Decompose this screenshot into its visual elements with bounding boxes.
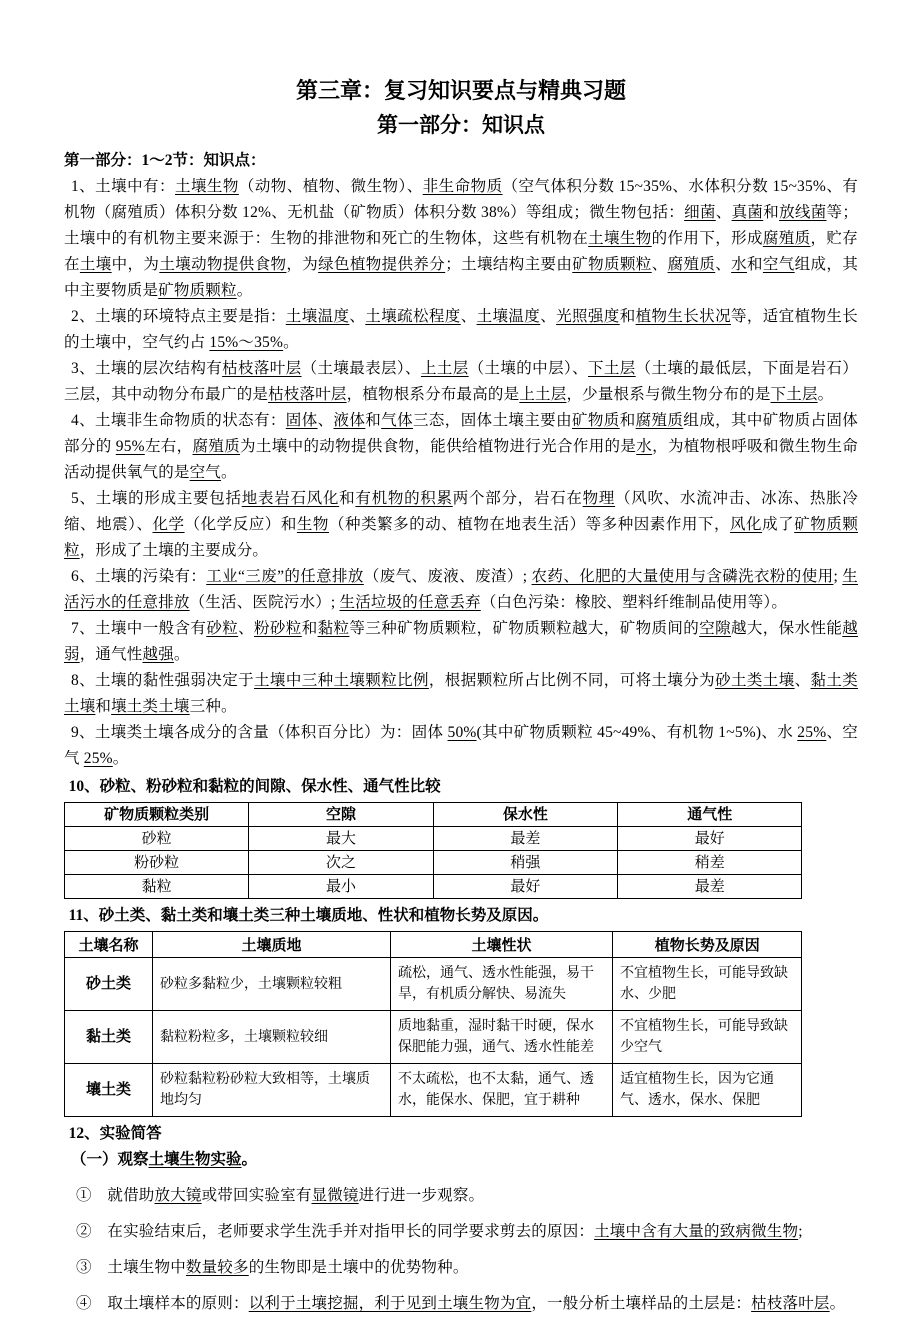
table-row — [65, 1011, 802, 1064]
table-cell: 不宜植物生长，可能导致缺水、少肥 — [613, 958, 802, 1011]
text-run: 。 — [829, 1295, 846, 1312]
table-cell: 质地黏重，湿时黏干时硬，保水保肥能力强，通气、透水性能差 — [391, 1011, 613, 1064]
text-run: （白色污染：橡胶、塑料纤维制品使用等）。 — [480, 594, 788, 611]
text-run: 5、土壤的形成主要包括 — [70, 490, 242, 507]
table-cell: 不宜植物生长，可能导致缺少空气 — [613, 1011, 802, 1064]
underlined-term: 土壤生物 — [174, 178, 239, 195]
underlined-term: 土壤温度 — [476, 308, 541, 325]
knowledge-point — [64, 720, 858, 772]
text-run: 、 — [460, 308, 477, 325]
text-run: 等三种矿物质颗粒，矿物质颗粒越大，矿物质间的 — [349, 620, 700, 637]
text-run: 为土壤中的动物提供食物，能供给植物进行光合作用的是 — [240, 438, 637, 455]
underlined-term: 95% — [115, 438, 145, 455]
soil-type-table — [64, 931, 802, 1117]
underlined-term: 化学 — [152, 516, 185, 533]
text-run: 7、土壤中一般含有 — [70, 620, 207, 637]
underlined-term: 数量较多 — [185, 1259, 249, 1276]
underlined-term: 空隙 — [699, 620, 731, 637]
underlined-term: 腐殖质 — [635, 412, 684, 429]
column-header: 保水性 — [433, 803, 617, 827]
column-header: 土壤质地 — [153, 932, 391, 958]
text-run: 成了 — [762, 516, 795, 533]
text-run: （一）观察 — [71, 1151, 149, 1168]
text-run: 的作用下，形成 — [651, 230, 763, 247]
text-run: 中，为 — [111, 256, 160, 273]
underlined-term: 腐殖质 — [192, 438, 241, 455]
table-cell: 最大 — [249, 827, 433, 851]
underlined-term: 风化 — [730, 516, 763, 533]
text-run: ③ 土壤生物中 — [76, 1259, 186, 1276]
text-run: 进行进一步观察。 — [358, 1187, 485, 1204]
text-run: ① 就借助 — [76, 1187, 155, 1204]
text-run: 、 — [715, 204, 732, 221]
underlined-term: 越强 — [142, 646, 174, 663]
text-run: 和 — [619, 308, 636, 325]
text-run: ，根据颗粒所占比例不同，可将土壤分为 — [428, 672, 716, 689]
underlined-term: 以利于土壤挖掘，利于见到土壤生物为宜 — [248, 1295, 532, 1312]
text-run: （化学反应）和 — [184, 516, 297, 533]
table-cell: 砂粒多黏粒少，土壤颗粒较粗 — [153, 958, 391, 1011]
column-header: 植物长势及原因 — [613, 932, 802, 958]
underlined-term: 矿物质颗粒 — [572, 256, 652, 273]
underlined-term: 土壤中含有大量的致病微生物 — [594, 1223, 799, 1240]
text-run: 1、土壤中有： — [70, 178, 175, 195]
text-run: 和 — [95, 698, 112, 715]
text-run: 和 — [747, 256, 763, 273]
text-run: 等；土壤中的有机物主要来源于：生物的排泄物和死亡的生物体，这些有机物在 — [64, 204, 859, 247]
text-run: 、 — [349, 308, 366, 325]
text-run: 等，适宜植物生长的土壤中，空气约占 — [64, 308, 858, 351]
underlined-term: 空气 — [762, 256, 795, 273]
table-cell: 砂土类 — [65, 958, 153, 1011]
table-cell: 粉砂粒 — [65, 851, 249, 875]
knowledge-point — [64, 174, 858, 304]
table-cell: 黏土类 — [65, 1011, 153, 1064]
underlined-term: 光照强度 — [556, 308, 620, 325]
underlined-term: 腐殖质 — [762, 230, 811, 247]
underlined-term: 生活垃圾的任意丢弃 — [339, 594, 481, 611]
text-run: 4、土壤非生命物质的状态有： — [70, 412, 286, 429]
column-header: 矿物质颗粒类别 — [65, 803, 249, 827]
table-cell: 稍强 — [433, 851, 617, 875]
text-run: （土壤的中层）、 — [468, 360, 588, 377]
table-cell: 适宜植物生长，因为它通气、透水，保水、保肥 — [613, 1064, 802, 1117]
underlined-term: 固体 — [285, 412, 318, 429]
text-run: (其中矿物质颗粒 45~49%、有机物 1~5%)、水 — [476, 724, 798, 741]
column-header: 空隙 — [249, 803, 433, 827]
table-cell: 最好 — [618, 827, 802, 851]
particle-comparison-table — [64, 802, 802, 899]
underlined-term: 枯枝落叶层 — [222, 360, 302, 377]
text-run: ，形成了土壤的主要成分。 — [79, 542, 269, 559]
table-header-row — [65, 932, 802, 958]
text-run: ; — [833, 568, 843, 585]
knowledge-point — [64, 668, 858, 720]
text-run: 或带回实验室有 — [201, 1187, 312, 1204]
part-title: 第一部分：知识点 — [377, 113, 545, 137]
experiment-section-heading: 12、实验简答 — [68, 1125, 162, 1142]
underlined-term: 植物生长状况 — [635, 308, 731, 325]
table-header-row — [65, 803, 802, 827]
table-cell: 最差 — [433, 827, 617, 851]
underlined-term: 有机物的积累 — [355, 490, 453, 507]
text-run: 、空气 — [64, 724, 858, 767]
underlined-term: 砂土类土壤 — [715, 672, 795, 689]
text-run: 、 — [238, 620, 255, 637]
experiment-item — [64, 1291, 858, 1317]
text-run: 和 — [365, 412, 382, 429]
underlined-term: 黏土类土壤 — [64, 672, 858, 715]
table-cell: 次之 — [249, 851, 433, 875]
text-run: 和 — [339, 490, 356, 507]
underlined-term: 土壤动物提供食物 — [159, 256, 287, 273]
underlined-term: 物理 — [582, 490, 616, 507]
column-header: 通气性 — [618, 803, 802, 827]
underlined-term: 下土层 — [770, 386, 818, 403]
column-header: 土壤性状 — [391, 932, 613, 958]
table-row — [65, 1064, 802, 1117]
underlined-term: 空气 — [189, 464, 222, 481]
text-run: 两个部分，岩石在 — [452, 490, 583, 507]
underlined-term: 上土层 — [420, 360, 469, 377]
underlined-term: 水 — [731, 256, 748, 273]
text-run: 和 — [619, 412, 636, 429]
text-run: 2、土壤的环境特点主要是指： — [70, 308, 286, 325]
text-run: 、 — [794, 672, 811, 689]
table-cell: 稍差 — [618, 851, 802, 875]
underlined-term: 下土层 — [588, 360, 636, 377]
table-cell: 最小 — [249, 875, 433, 899]
text-run: （动物、植物、微生物）、 — [238, 178, 423, 195]
text-run: 。 — [817, 386, 834, 403]
underlined-term: 矿物质 — [571, 412, 620, 429]
underlined-term: 粉砂粒 — [254, 620, 302, 637]
underlined-term: 枯枝落叶层 — [268, 386, 347, 403]
text-run: （土壤最表层）、 — [301, 360, 421, 377]
underlined-term: 放线菌 — [779, 204, 827, 221]
underlined-term: 50% — [447, 724, 477, 741]
underlined-term: 生物 — [296, 516, 329, 533]
underlined-term: 农药、化肥的大量使用与含磷洗衣粉的使用 — [531, 568, 834, 585]
text-run: 三态，固体土壤主要由 — [413, 412, 572, 429]
underlined-term: 砂粒 — [206, 620, 239, 637]
underlined-term: 绿色植物提供养分 — [318, 256, 446, 273]
text-run: 9、土壤类土壤各成分的含量（体积百分比）为：固体 — [70, 724, 448, 741]
text-run: （空气体积分数 15~35%、水体积分数 15~35%、有机物（腐殖质）体积分数 12%、无机盐（矿物质）体积分数 38%）等组成；微生物包括： — [64, 178, 858, 221]
underlined-term: 土壤生物 — [588, 230, 652, 247]
knowledge-point — [64, 356, 858, 408]
table-cell: 不太疏松，也不太黏，通气、透水，能保水、保肥，宜于耕种 — [391, 1064, 613, 1117]
text-run: ④ 取土壤样本的原则： — [76, 1295, 249, 1312]
underlined-term: 地表岩石风化 — [241, 490, 340, 507]
underlined-term: 壤土类土壤 — [111, 698, 190, 715]
underlined-term: 25% — [797, 724, 827, 741]
table2-caption: 11、砂土类、黏土类和壤土类三种土壤质地、性状和植物长势及原因。 — [68, 907, 549, 924]
text-run: 、 — [317, 412, 334, 429]
chapter-title: 第三章：复习知识要点与精典习题 — [295, 78, 626, 103]
text-run: 三种。 — [189, 698, 237, 715]
text-run: （生活、医院污水）; — [189, 594, 340, 611]
table-cell: 最好 — [433, 875, 617, 899]
knowledge-point — [64, 616, 858, 668]
table-row — [65, 851, 802, 875]
text-run: 、 — [651, 256, 668, 273]
experiment-subheading — [64, 1147, 858, 1173]
text-run: 。 — [173, 646, 190, 663]
text-run: ，一般分析土壤样品的土层是： — [531, 1295, 752, 1312]
text-run: 6、土壤的污染有： — [70, 568, 207, 585]
knowledge-point-list — [64, 174, 858, 772]
underlined-term: 水 — [636, 438, 653, 455]
text-run: 左右， — [144, 438, 193, 455]
knowledge-point — [64, 408, 858, 486]
underlined-term: 工业“三废”的任意排放 — [206, 568, 364, 585]
text-run: 的生物即是土壤中的优势物种。 — [248, 1259, 469, 1276]
underlined-term: 枯枝落叶层 — [751, 1295, 830, 1312]
text-run: 。 — [221, 464, 237, 481]
text-run: 。 — [112, 750, 129, 767]
text-run: 、 — [540, 308, 557, 325]
underlined-term: 显微镜 — [311, 1187, 359, 1204]
table-cell: 壤土类 — [65, 1064, 153, 1117]
text-run: 越大，保水性能 — [730, 620, 843, 637]
underlined-term: 25% — [83, 750, 113, 767]
text-run: 和 — [763, 204, 780, 221]
table-cell: 疏松，通气、透水性能强，易干旱，有机质分解快、易流失 — [391, 958, 613, 1011]
table-cell: 砂粒黏粒粉砂粒大致相等，土壤质地均匀 — [153, 1064, 391, 1117]
text-run: （废气、废液、废渣）; — [363, 568, 532, 585]
underlined-term: 矿物质颗粒 — [158, 282, 237, 299]
experiment-item — [64, 1183, 858, 1209]
underlined-term: 15%～35% — [209, 334, 284, 351]
experiment-item-list — [64, 1183, 858, 1317]
knowledge-point — [64, 486, 858, 564]
text-run: 8、土壤的黏性强弱决定于 — [70, 672, 255, 689]
text-run: 组成，其中矿物质占固体部分的 — [64, 412, 858, 455]
underlined-term: 土壤中三种土壤颗粒比例 — [254, 672, 429, 689]
underlined-term: 细菌 — [684, 204, 716, 221]
underlined-term: 上土层 — [519, 386, 567, 403]
text-run: 3、土壤的层次结构有 — [70, 360, 223, 377]
underlined-term: 土壤疏松程度 — [365, 308, 461, 325]
underlined-term: 真菌 — [731, 204, 764, 221]
experiment-item — [64, 1219, 858, 1245]
text-run: ，少量根系与微生物分布的是 — [566, 386, 771, 403]
text-run: ，为 — [286, 256, 319, 273]
column-header: 土壤名称 — [65, 932, 153, 958]
text-run: 。 — [236, 282, 253, 299]
text-run: （风吹、水流冲击、冰冻、热胀冷缩、地震）、 — [64, 490, 858, 533]
underlined-term: 土壤 — [79, 256, 112, 273]
text-run: 、 — [715, 256, 732, 273]
text-run: 和 — [301, 620, 318, 637]
text-run: （种类繁多的动、植物在地表生活）等多种因素作用下， — [328, 516, 731, 533]
underlined-term: 土壤生物实验 — [148, 1151, 242, 1168]
text-run: ; — [798, 1223, 803, 1240]
underlined-term: 液体 — [333, 412, 366, 429]
experiment-item — [64, 1255, 858, 1281]
text-run: ，通气性 — [79, 646, 143, 663]
text-run: ；土壤结构主要由 — [445, 256, 573, 273]
table-cell: 砂粒 — [65, 827, 249, 851]
underlined-term: 生活污水的任意排放 — [64, 568, 858, 611]
table-row — [65, 827, 802, 851]
underlined-term: 腐殖质 — [667, 256, 716, 273]
underlined-term: 非生命物质 — [422, 178, 503, 195]
knowledge-point — [64, 304, 858, 356]
table-cell: 黏粒 — [65, 875, 249, 899]
table-cell: 黏粒粉粒多，土壤颗粒较细 — [153, 1011, 391, 1064]
knowledge-point — [64, 564, 858, 616]
underlined-term: 气体 — [381, 412, 413, 429]
section-heading: 第一部分：1～2节：知识点： — [64, 152, 266, 169]
underlined-term: 矿物质颗粒 — [64, 516, 859, 559]
text-run: ，植物根系分布最高的是 — [346, 386, 520, 403]
text-run: ② 在实验结束后，老师要求学生洗手并对指甲长的同学要求剪去的原因： — [76, 1223, 595, 1240]
underlined-term: 放大镜 — [154, 1187, 202, 1204]
underlined-term: 黏粒 — [317, 620, 350, 637]
underlined-term: 越弱 — [64, 620, 858, 663]
text-run: ，贮存在 — [64, 230, 858, 273]
table-row — [65, 958, 802, 1011]
underlined-term: 土壤温度 — [285, 308, 350, 325]
text-run: 组成，其中主要物质是 — [64, 256, 859, 299]
text-run: （土壤的最低层，下面是岩石）三层，其中动物分布最广的是 — [64, 360, 858, 403]
table1-caption: 10、砂粒、粉砂粒和黏粒的间隙、保水性、通气性比较 — [68, 778, 441, 795]
text-run: 。 — [241, 1151, 258, 1168]
table-row — [65, 875, 802, 899]
table-cell: 最差 — [618, 875, 802, 899]
text-run: 。 — [283, 334, 299, 351]
text-run: ，为植物根呼吸和微生物生命活动提供氧气的是 — [64, 438, 858, 481]
